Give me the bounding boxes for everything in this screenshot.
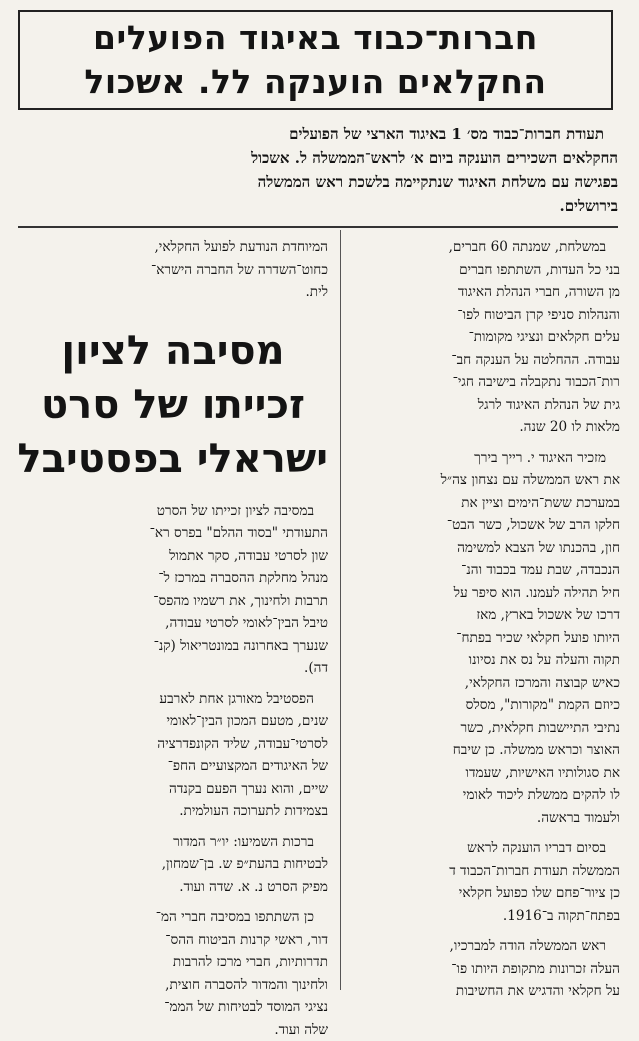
text-line: דרכו של אשכול בארץ, מאז	[352, 604, 620, 627]
article-paragraph	[352, 236, 620, 439]
text-line: שלה ועוד.	[18, 1019, 328, 1041]
sub-headline-line: מסיבה לציון	[18, 324, 328, 378]
text-line: תקוה והעלה על נס את נסיונו	[352, 649, 620, 672]
text-line: לו להקים ממשלת ליכוד לאומי	[352, 784, 620, 807]
text-line: את סגולותיו האישיות, שעמדו	[352, 762, 620, 785]
text-line: היותו פועל חקלאי שכיר בפתח־	[352, 627, 620, 650]
text-line: במשלחת, שמנתה 60 חברים,	[352, 236, 620, 259]
text-line: שנערך באחרונה במונטריאול (קנ־	[18, 635, 328, 658]
text-line: ברכות השמיעו: יו״ר המדור	[18, 831, 328, 854]
text-line: במערכת ששת־הימים וציין את	[352, 492, 620, 515]
text-line: בסיום דבריו הוענקה לראש	[352, 837, 620, 860]
text-line: המיוחדת הנודעת לפועל החקלאי,	[18, 236, 328, 259]
text-line: דה).	[18, 657, 328, 680]
text-line: התעודתי "בסוד ההלם" בפרס רא־	[18, 522, 328, 545]
text-line: בפתח־תקוה ב־1916.	[352, 905, 620, 928]
text-line: כן השתתפו במסיבה חברי המ־	[18, 906, 328, 929]
text-line: ראש הממשלה הודה למברכיו,	[352, 935, 620, 958]
text-line: לבטיחות בהעת״פ ש. בן־שמחון,	[18, 853, 328, 876]
lead-line: תעודת חברות־כבוד מס׳ 1 באיגוד הארצי של הפועלים	[18, 122, 618, 146]
text-line: תרבות ולחינוך, את רשמיו מהפס־	[18, 590, 328, 613]
text-line: טיבל הבין־לאומי לסרטי עבודה,	[18, 612, 328, 635]
article-paragraph	[352, 447, 620, 830]
text-line: נתיבי התיישבות חקלאית, כשר	[352, 717, 620, 740]
text-line: האוצר וכראש ממשלה. כן שיבח	[352, 739, 620, 762]
text-line: בצמידות לתערוכה העולמית.	[18, 800, 328, 823]
text-line: כיוזם הקמת "מקורות", מסלס	[352, 694, 620, 717]
text-line: של האיגודים המקצועיים החפ־	[18, 755, 328, 778]
text-line: מלאות לו 20 שנה.	[352, 416, 620, 439]
text-line: ולחינוך והמדור להסברה חוצית,	[18, 974, 328, 997]
text-line: לית.	[18, 281, 328, 304]
right-column	[352, 236, 620, 1003]
text-line: הפסטיבל מאורגן אחת לארבע	[18, 688, 328, 711]
text-line: תדרותיות, חברי מרכז להרבות	[18, 951, 328, 974]
text-line: חיל תהילה לעמנו. הוא סיפר על	[352, 582, 620, 605]
sub-headline-line: זכייתו של סרט	[18, 378, 328, 432]
section-divider	[18, 226, 618, 228]
text-line: מפיק הסרט נ. א. שדה ועוד.	[18, 876, 328, 899]
text-line: רות־הכבוד נתקבלה בישיבה חגי־	[352, 371, 620, 394]
headline-box	[18, 10, 613, 110]
lead-line: בירושלים.	[18, 194, 618, 218]
text-line: חון, בהכנתו של הצבא למשימה	[352, 537, 620, 560]
text-line: העלה זכרונות מתקופת היותו פו־	[352, 958, 620, 981]
text-line: שון לסרטי עבודה, סקר אתמול	[18, 545, 328, 568]
article-paragraph	[18, 500, 328, 680]
text-line: כחוט־השדרה של החברה הישרא־	[18, 259, 328, 282]
text-line: הממשלה תעודת חברות־הכבוד ד	[352, 860, 620, 883]
text-line: והנהלות סניפי קרן הביטוח לפו־	[352, 304, 620, 327]
lead-paragraph	[18, 122, 618, 218]
article-paragraph	[18, 906, 328, 1041]
text-line: דור, ראשי קרנות הביטוח ההס־	[18, 929, 328, 952]
text-line: כן ציור־פחם שלו כפועל חקלאי	[352, 882, 620, 905]
text-line: את ראש הממשלה עם נצחון צה״ל	[352, 469, 620, 492]
text-line: שיים, והוא נערך הפעם בקנדה	[18, 778, 328, 801]
text-line: עבודה. ההחלטה על הענקה חב־	[352, 349, 620, 372]
text-line: שנים, מטעם המכון הבין־לאומי	[18, 710, 328, 733]
text-line: בני כל העדות, השתתפו חברים	[352, 259, 620, 282]
text-line: לסרטי־עבודה, שליד הקונפדרציה	[18, 733, 328, 756]
article-paragraph	[352, 837, 620, 927]
text-line: מנהל מחלקת ההסברה במרכז ל־	[18, 567, 328, 590]
text-line: במסיבה לציון זכייתו של הסרט	[18, 500, 328, 523]
article-paragraph	[352, 935, 620, 1003]
text-line: כאיש קבוצה והמרכז החקלאי,	[352, 672, 620, 695]
text-line: על חקלאי והדגיש את החשיבות	[352, 980, 620, 1003]
headline-line-1: חברות־כבוד באיגוד הפועלים	[93, 16, 538, 60]
text-line: נציגי המוסד לבטיחות של הממ־	[18, 996, 328, 1019]
article-paragraph	[18, 831, 328, 899]
text-line: עלים חקלאים ונציגי מקומות־	[352, 326, 620, 349]
sub-article-headline	[18, 324, 328, 486]
left-column	[18, 236, 328, 1041]
sub-headline-line: ישראלי בפסטיבל	[18, 432, 328, 486]
lead-line: בפגישה עם משלחת האיגוד שנתקיימה בלשכת ראש הממשלה	[18, 170, 618, 194]
article-continuation	[18, 236, 328, 304]
text-line: הנכבדה, שבת עמד בכבוד והנ־	[352, 559, 620, 582]
text-line: גית של הנהלת האיגוד לרגל	[352, 394, 620, 417]
article-paragraph	[18, 688, 328, 823]
text-line: חלקו הרב של אשכול, כשר הבט־	[352, 514, 620, 537]
lead-line: החקלאים השכירים הוענקה ביום א׳ לראש־הממשלה ל. אשכול	[18, 146, 618, 170]
column-divider	[340, 230, 341, 990]
text-line: ולעמוד בראשה.	[352, 807, 620, 830]
text-line: מזכיר האיגוד י. רייך בירך	[352, 447, 620, 470]
text-line: מן השורה, חברי הנהלת האיגוד	[352, 281, 620, 304]
headline-line-2: החקלאים הוענקה לל. אשכול	[84, 60, 546, 104]
